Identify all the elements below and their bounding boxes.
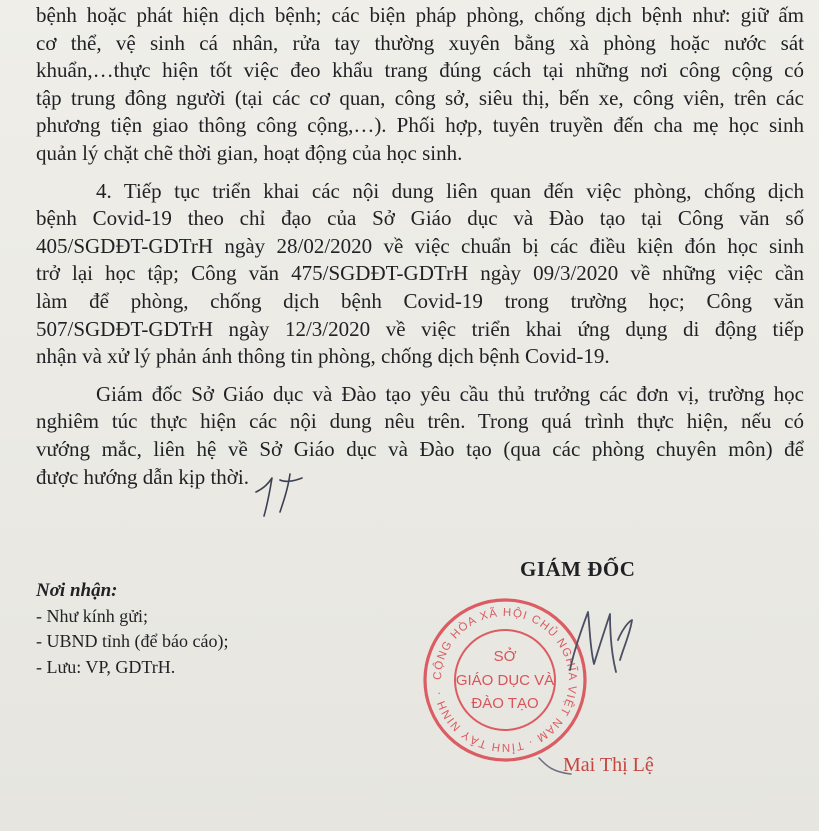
text-line: Giám đốc Sở Giáo dục và Đào tạo yêu cầu thủ trưởng các đơn vị, trường học	[96, 381, 804, 406]
paragraph-hygiene	[36, 2, 804, 168]
svg-text:ĐÀO TẠO: ĐÀO TẠO	[471, 695, 539, 712]
recipient-item: - Như kính gửi;	[36, 605, 149, 626]
text-line: nghiêm túc thực hiện các nội dung nêu trên. Trong quá trình thực hiện, nếu có	[36, 409, 804, 434]
text-line: 507/SGDĐT-GDTrH ngày 12/3/2020 về việc triển khai ứng dụng di động tiếp	[36, 316, 804, 341]
text-line: bệnh Covid-19 theo chỉ đạo của Sở Giáo dục và Đào tạo tại Công văn số	[36, 206, 804, 231]
text-line: được hướng dẫn kịp thời.	[36, 464, 249, 489]
paragraph-closing	[36, 381, 804, 491]
text-line: trở lại học tập; Công văn 475/SGDĐT-GDTrH ngày 09/3/2020 về những việc cần	[36, 261, 804, 286]
text-line: vướng mắc, liên hệ về Sở Giáo dục và Đào tạo (qua các phòng chuyên môn) để	[36, 436, 804, 461]
svg-text:GIÁO DỤC VÀ: GIÁO DỤC VÀ	[455, 672, 555, 689]
signature-mark	[560, 600, 640, 690]
document-body	[36, 2, 804, 491]
recipients-heading: Nơi nhận:	[36, 580, 118, 601]
text-line: 4. Tiếp tục triển khai các nội dung liên quan đến việc phòng, chống dịch	[96, 178, 804, 203]
text-line: tập trung đông người (tại các cơ quan, công sở, siêu thị, bến xe, công viên, trên các	[36, 85, 804, 110]
text-line: nhận và xử lý phản ánh thông tin phòng, chống dịch bệnh Covid-19.	[36, 344, 610, 369]
initial-mark	[250, 470, 310, 520]
text-line: 405/SGDĐT-GDTrH ngày 28/02/2020 về việc chuẩn bị các điều kiện đón học sinh	[36, 233, 804, 258]
signer-title: GIÁM ĐỐC	[520, 557, 636, 581]
paragraph-item-4	[36, 178, 804, 371]
text-line: bệnh hoặc phát hiện dịch bệnh; các biện pháp phòng, chống dịch bệnh như: giữ ấm	[36, 3, 804, 27]
recipients-block	[36, 578, 228, 680]
text-line: cơ thể, vệ sinh cá nhân, rửa tay thường xuyên bằng xà phòng hoặc nước sát	[36, 30, 804, 55]
svg-text:CỘNG HÒA XÃ HỘI CHỦ NGHĨA VIỆT: CỘNG HÒA XÃ HỘI CHỦ NGHĨA VIỆT NAM · TỈNH TÂY NINH ·	[431, 606, 579, 754]
recipient-item: - Lưu: VP, GDTrH.	[36, 656, 176, 677]
recipient-item: - UBND tỉnh (để báo cáo);	[36, 631, 229, 651]
text-line: phương tiện giao thông công cộng,…). Phối hợp, tuyên truyền đến cha mẹ học sinh	[36, 113, 804, 138]
svg-text:SỞ: SỞ	[493, 648, 517, 665]
text-line: quản lý chặt chẽ thời gian, hoạt động của học sinh.	[36, 140, 463, 165]
text-line: làm để phòng, chống dịch bệnh Covid-19 trong trường học; Công văn	[36, 288, 804, 313]
text-line: khuẩn,…thực hiện tốt việc đeo khẩu trang đúng cách tại những nơi công cộng có	[36, 58, 804, 83]
signer-name: Mai Thị Lệ	[563, 754, 654, 776]
